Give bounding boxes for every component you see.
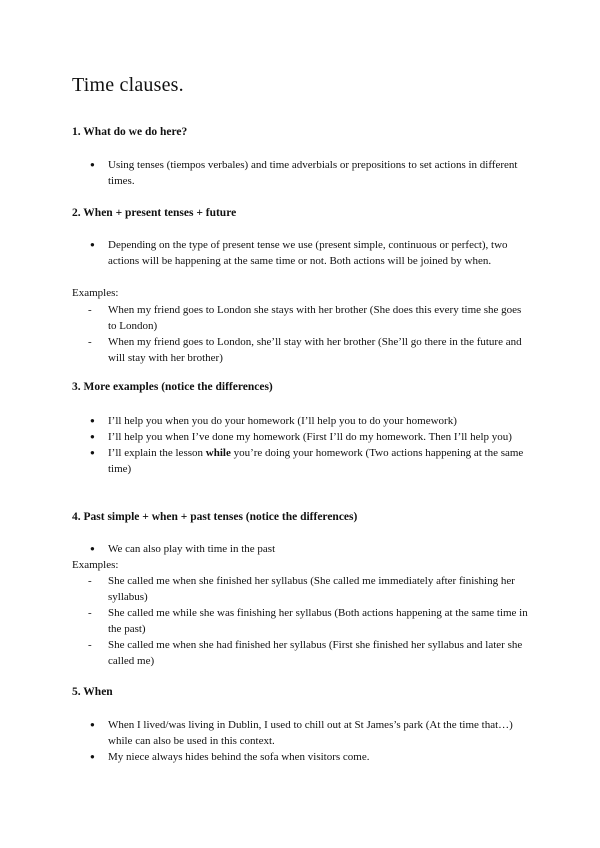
section-4-heading: 4. Past simple + when + past tenses (notice the differences): [72, 511, 358, 523]
list-item: [92, 445, 532, 477]
list-item: ● I’ll help you when I’ve done my homework (First I’ll do my homework. Then I’ll help you): [92, 429, 532, 445]
section-4-examples-label: Examples:: [72, 559, 119, 571]
list-item: - When my friend goes to London she stays with her brother (She does this every time she goes to London): [86, 302, 532, 334]
section-1-heading: 1. What do we do here?: [72, 126, 188, 138]
list-item: ● When I lived/was living in Dublin, I used to chill out at St James’s park (At the time that…) while can also be used in this context.: [92, 717, 532, 749]
list-item: ● My niece always hides behind the sofa when visitors come.: [92, 749, 532, 765]
section-4-bullets: [92, 541, 532, 557]
bullet-text-post: you’re doing your homework (Two actions happening at the same time): [108, 447, 524, 475]
list-item: ● I’ll help you when you do your homework (I’ll help you to do your homework): [92, 413, 532, 429]
list-item: ● Depending on the type of present tense we use (present simple, continuous or perfect), two actions will be happening at the same time or not. Both actions will be joined by when.: [92, 237, 532, 269]
section-2-examples: [86, 302, 532, 366]
section-1-bullets: [92, 157, 532, 189]
list-item: ● Using tenses (tiempos verbales) and time adverbials or prepositions to set actions in different times.: [92, 157, 532, 189]
list-item: - She called me when she finished her syllabus (She called me immediately after finishing her syllabus): [86, 573, 532, 605]
section-5-heading: 5. When: [72, 686, 113, 698]
section-3-heading: 3. More examples (notice the differences): [72, 381, 273, 393]
list-item: ● We can also play with time in the past: [92, 541, 532, 557]
bullet-text-bold: while: [205, 447, 231, 459]
list-item: - When my friend goes to London, she’ll stay with her brother (She’ll go there in the future and will stay with her brother): [86, 334, 532, 366]
section-2-heading: 2. When + present tenses + future: [72, 207, 237, 219]
list-item: - She called me when she had finished her syllabus (First she finished her syllabus and later she called me): [86, 637, 532, 669]
section-5-bullets: [92, 717, 532, 765]
section-3-bullets: [92, 413, 532, 477]
section-4-examples: [86, 573, 532, 669]
section-2-bullets: [92, 237, 532, 269]
section-2-examples-label: Examples:: [72, 287, 119, 299]
bullet-text-pre: I’ll explain the lesson: [108, 447, 206, 459]
list-item: - She called me while she was finishing her syllabus (Both actions happening at the same time in the past): [86, 605, 532, 637]
page-title: Time clauses.: [72, 74, 184, 96]
